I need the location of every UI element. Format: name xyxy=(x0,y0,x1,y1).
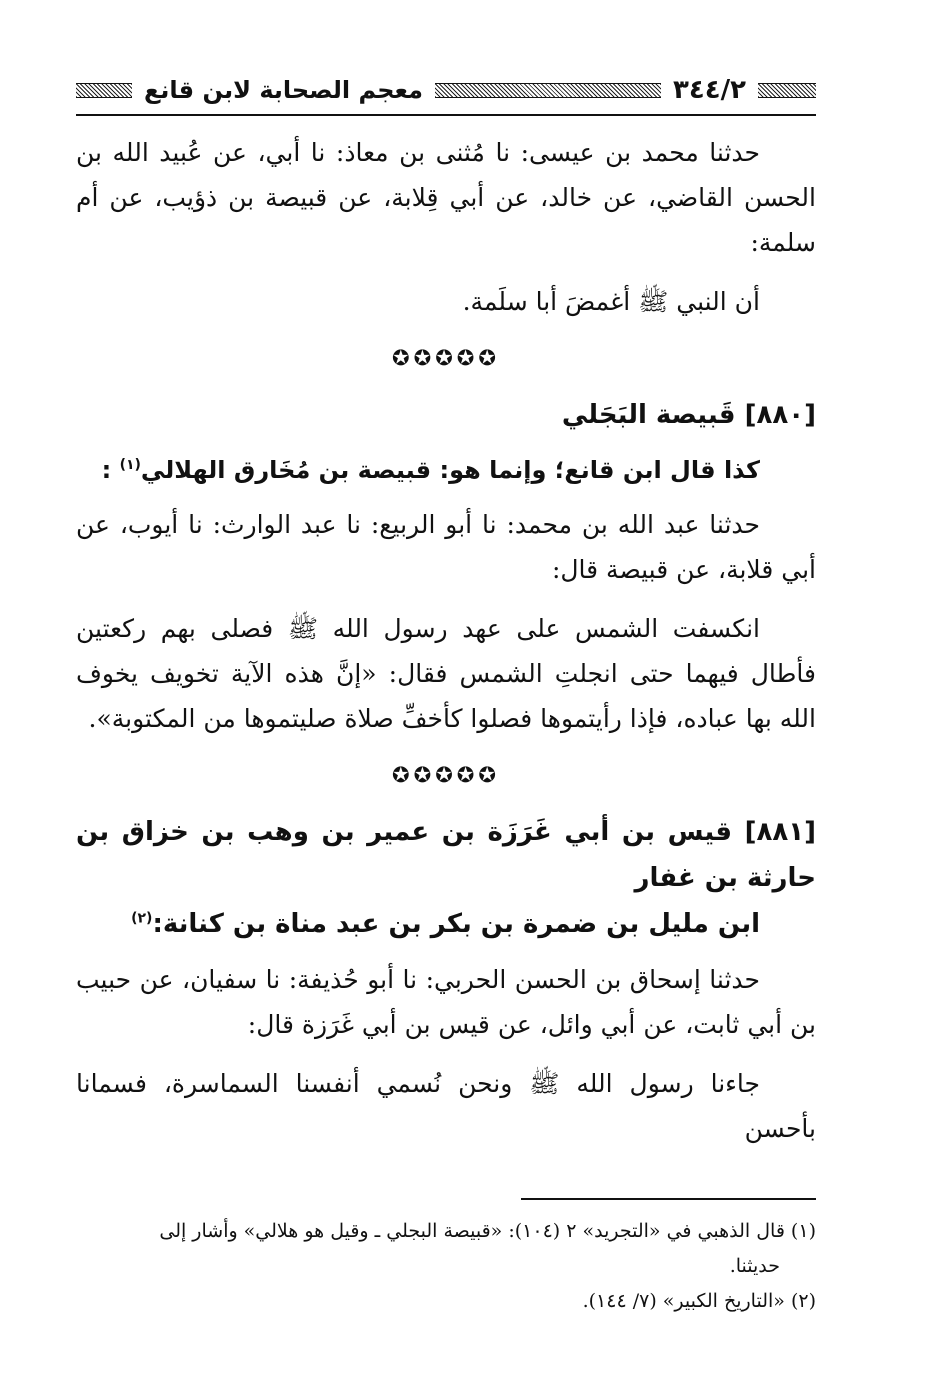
paragraph-isnad-3: حدثنا إسحاق بن الحسن الحربي: نا أبو حُذيفة: نا سفيان، عن حبيب بن أبي ثابت، عن أبي وائل، عن قيس بن أبي غَرَزة قال: xyxy=(76,965,816,1039)
footnotes xyxy=(76,1214,816,1319)
entry-note-end: : xyxy=(101,456,120,484)
entry-heading-881-line1: [٨٨١] قيس بن أبي غَرَزَة بن عمير بن وهب بن خزاق بن حارثة بن غفار xyxy=(76,817,816,893)
header-ornament-middle xyxy=(435,83,661,98)
page-number: ٣٤٤/٢ xyxy=(673,75,746,105)
footnote-2: (٢) «التاريخ الكبير» (٧/ ١٤٤). xyxy=(582,1290,816,1312)
paragraph-matn-2: انكسفت الشمس على عهد رسول الله ﷺ فصلى بهم ركعتين فأطال فيهما حتى انجلتِ الشمس فقال: «إنَّ هذه الآية تخويف يخوف الله بها عباده، فإذا رأيتموها فصلوا كأخفِّ صلاة صليتموها من المكتوبة». xyxy=(76,614,816,733)
footnote-ref-2: (٢) xyxy=(131,910,153,927)
footnote-1-continued: حديثنا. xyxy=(729,1255,780,1277)
paragraph-matn-1: أن النبي ﷺ أغمضَ أبا سلَمة. xyxy=(462,287,760,316)
entry-heading-881-line2-wrap xyxy=(76,901,816,947)
footnote-ref-1: (١) xyxy=(119,457,141,473)
section-separator: ✪✪✪✪✪ xyxy=(392,763,500,787)
footnote-1 xyxy=(76,1214,816,1249)
footnote-1-line1: (١) قال الذهبي في «التجريد» ٢ (١٠٤): «قبيصة البجلي ـ وقيل هو هلالي» وأشار إلى xyxy=(159,1220,816,1242)
paragraph-matn-3: جاءنا رسول الله ﷺ ونحن نُسمي أنفسنا السماسرة، فسمانا بأحسن xyxy=(76,1069,816,1143)
entry-note-880 xyxy=(76,448,816,492)
header-ornament-left xyxy=(76,83,132,98)
entry-heading-881-line2: ابن مليل بن ضمرة بن بكر بن عبد مناة بن كنانة: xyxy=(152,909,760,939)
header-divider xyxy=(76,114,816,116)
header-ornament-right xyxy=(758,83,816,98)
paragraph-isnad-1: حدثنا محمد بن عيسى: نا مُثنى بن معاذ: نا أبي، عن عُبيد الله بن الحسن القاضي، عن خالد، عن أبي قِلابة، عن قبيصة بن ذؤيب، عن أم سلمة: xyxy=(76,138,816,257)
book-title: معجم الصحابة لابن قانع xyxy=(144,76,423,104)
entry-note-text: كذا قال ابن قانع؛ وإنما هو: قبيصة بن مُخَارق الهلالي xyxy=(140,456,760,484)
paragraph-isnad-2: حدثنا عبد الله بن محمد: نا أبو الربيع: نا عبد الوارث: نا أيوب، عن أبي قلابة، عن قبيصة قال: xyxy=(76,510,816,584)
main-text xyxy=(76,130,816,1151)
entry-heading-881 xyxy=(76,809,816,947)
section-separator: ✪✪✪✪✪ xyxy=(392,346,500,370)
footnote-divider xyxy=(521,1198,816,1200)
entry-heading-880: [٨٨٠] قَبيصة البَجَلي xyxy=(561,400,816,430)
running-header xyxy=(76,70,816,110)
